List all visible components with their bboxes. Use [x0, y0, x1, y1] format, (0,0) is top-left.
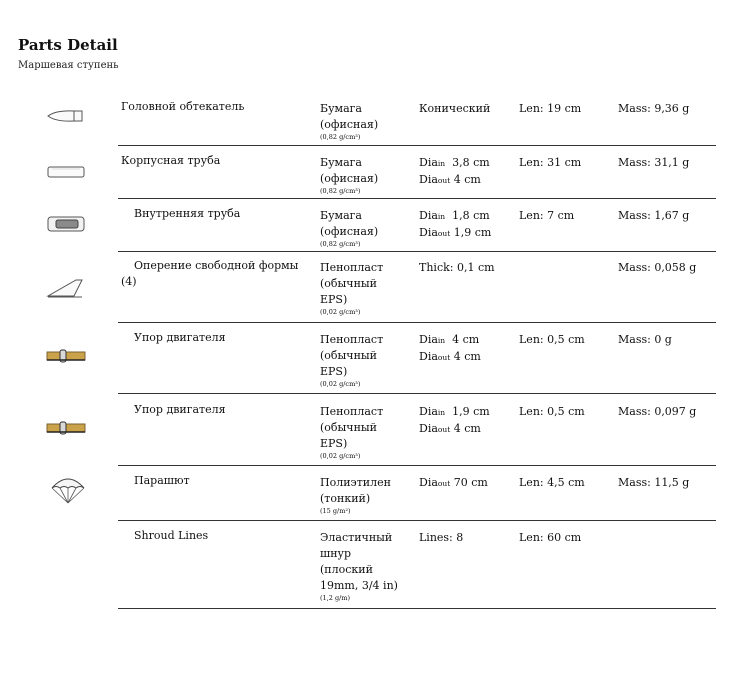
part-row	[0, 96, 745, 146]
material-density: (0,82 g/cm³)	[320, 133, 361, 141]
part-dimensions: Thick: 0,1 cm	[419, 261, 495, 274]
part-mass: Mass: 31,1 g	[618, 156, 690, 169]
part-name: Упор двигателя	[134, 331, 226, 344]
material-density: (0,02 g/cm³)	[320, 452, 361, 460]
part-length: Len: 0,5 cm	[519, 405, 585, 418]
part-material: Пенопласт (обычный EPS) (0,02 g/cm³)	[320, 404, 415, 460]
part-length: Len: 4,5 cm	[519, 476, 585, 489]
page-subtitle: Маршевая ступень	[18, 60, 119, 71]
part-length: Len: 7 cm	[519, 209, 575, 222]
part-row	[0, 466, 745, 521]
part-row	[0, 323, 745, 394]
part-material: Бумага (офисная) (0,82 g/cm³)	[320, 101, 415, 141]
part-dimensions: Конический	[419, 102, 491, 115]
part-mass: Mass: 1,67 g	[618, 209, 690, 222]
engine-block-icon	[46, 348, 86, 367]
parachute-icon	[50, 476, 86, 510]
part-dimensions: Lines: 8	[419, 531, 464, 544]
nose-cone-icon	[46, 108, 86, 127]
part-name: Парашют	[134, 474, 190, 487]
body-tube-icon	[46, 164, 86, 183]
part-dimensions: Diain 1,9 cm Diaout 4 cm	[419, 405, 490, 435]
material-density: (0,82 g/cm³)	[320, 187, 361, 195]
part-material: Бумага (офисная) (0,82 g/cm³)	[320, 208, 415, 248]
part-length: Len: 19 cm	[519, 102, 582, 115]
engine-block-icon	[46, 420, 86, 439]
material-density: (0,02 g/cm³)	[320, 308, 361, 316]
part-row	[0, 146, 745, 199]
part-row	[0, 394, 745, 466]
part-material: Эластичный шнур (плоский 19mm, 3/4 in) (1,2 g/m)	[320, 530, 415, 602]
part-row	[0, 199, 745, 252]
part-mass: Mass: 9,36 g	[618, 102, 690, 115]
material-density: (15 g/m²)	[320, 507, 351, 515]
part-name: Shroud Lines	[134, 529, 209, 542]
material-density: (0,02 g/cm³)	[320, 380, 361, 388]
part-mass: Mass: 11,5 g	[618, 476, 690, 489]
part-name: Оперение свободной формы (4)	[121, 259, 299, 288]
part-name: Головной обтекатель	[121, 100, 245, 113]
part-material: Полиэтилен (тонкий) (15 g/m²)	[320, 475, 415, 515]
part-name: Внутренняя труба	[134, 207, 241, 220]
page-title: Parts Detail	[18, 36, 118, 54]
part-name: Упор двигателя	[134, 403, 226, 416]
part-dimensions: Diain 3,8 cm Diaout 4 cm	[419, 156, 490, 186]
part-name: Корпусная труба	[121, 154, 221, 167]
part-material: Бумага (офисная) (0,82 g/cm³)	[320, 155, 415, 195]
part-material: Пенопласт (обычный EPS) (0,02 g/cm³)	[320, 332, 415, 388]
part-dimensions: Diaout 70 cm	[419, 476, 488, 489]
part-length: Len: 0,5 cm	[519, 333, 585, 346]
part-material: Пенопласт (обычный EPS) (0,02 g/cm³)	[320, 260, 415, 316]
row-divider	[118, 608, 716, 609]
part-length: Len: 31 cm	[519, 156, 582, 169]
part-mass: Mass: 0,097 g	[618, 405, 697, 418]
part-dimensions: Diain 1,8 cm Diaout 1,9 cm	[419, 209, 492, 239]
material-density: (0,82 g/cm³)	[320, 240, 361, 248]
part-dimensions: Diain 4 cm Diaout 4 cm	[419, 333, 481, 363]
part-length: Len: 60 cm	[519, 531, 582, 544]
material-density: (1,2 g/m)	[320, 594, 350, 602]
part-mass: Mass: 0,058 g	[618, 261, 697, 274]
part-row	[0, 252, 745, 323]
part-mass: Mass: 0 g	[618, 333, 672, 346]
part-row	[0, 521, 745, 609]
inner-tube-icon	[46, 216, 86, 236]
freeform-fin-icon	[46, 277, 86, 305]
